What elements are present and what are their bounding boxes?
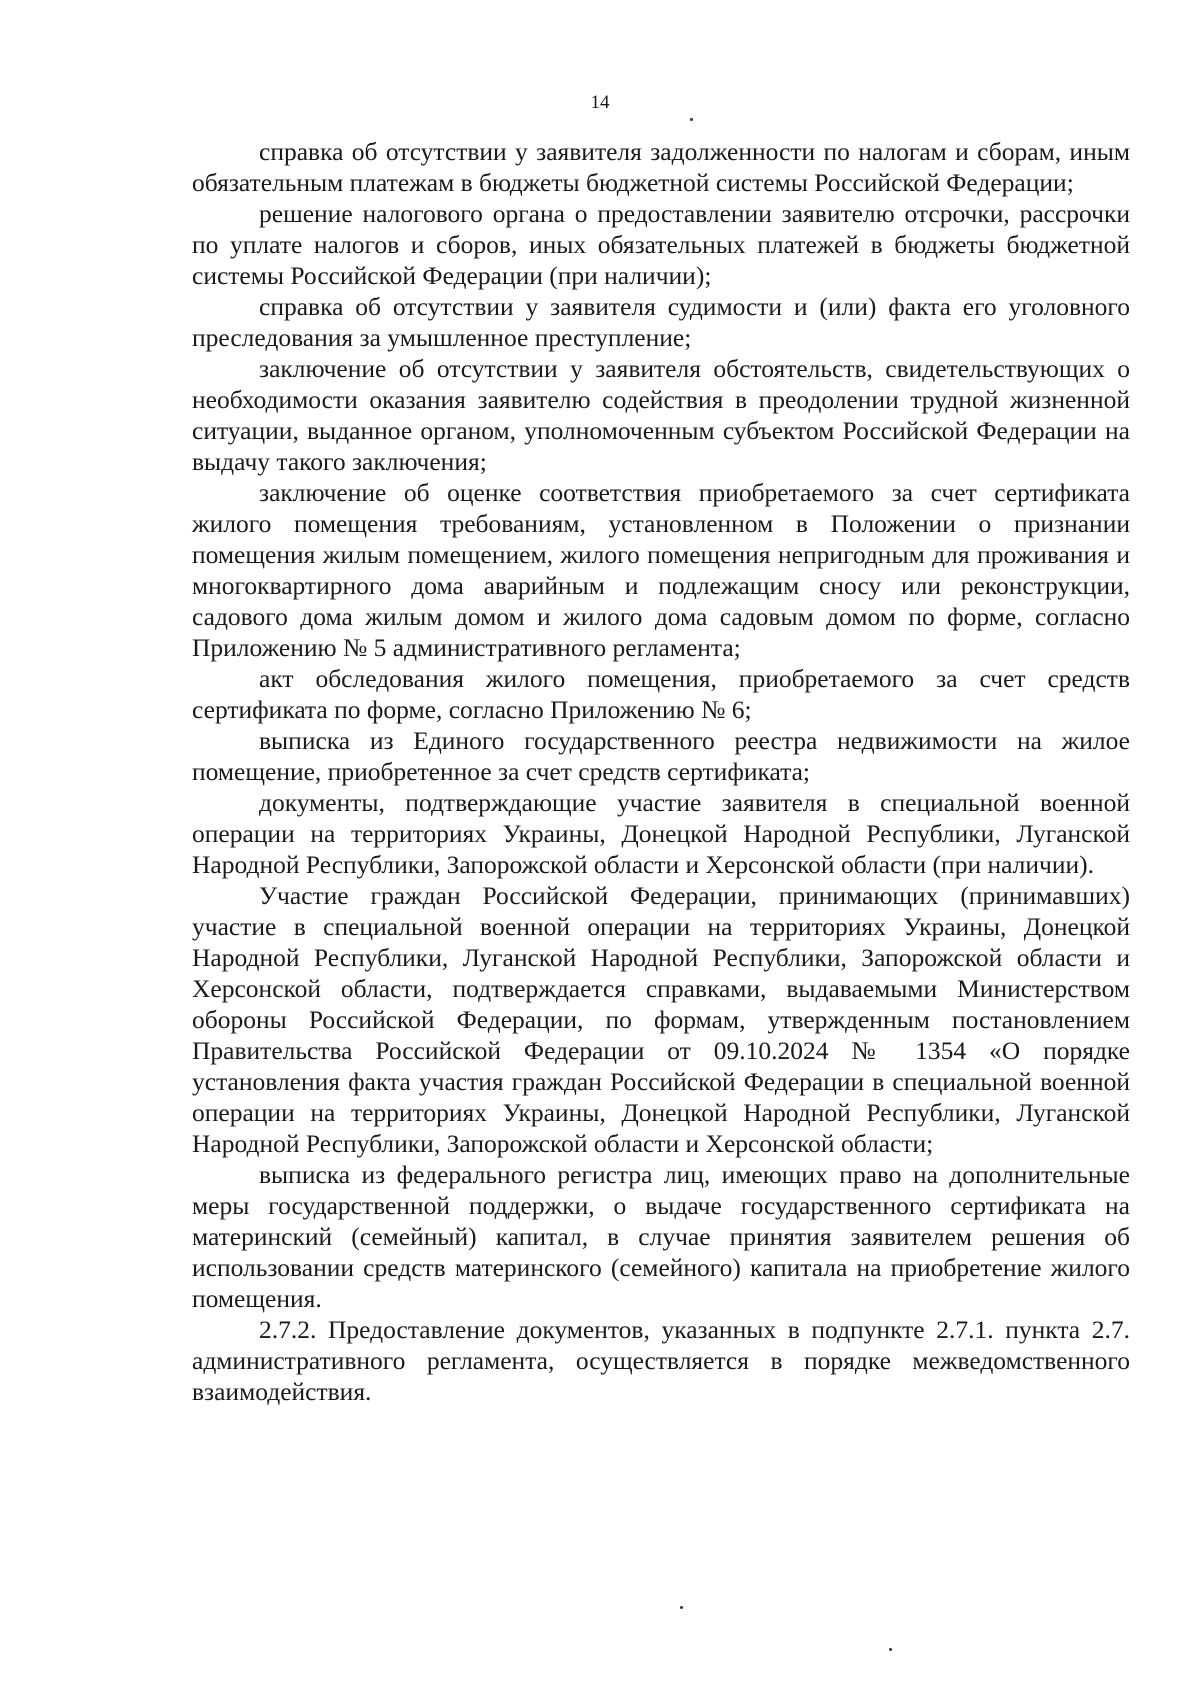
paragraph-criminal-record-certificate: справка об отсутствии у заявителя судимости и (или) факта его уголовного преследования за умышленное преступление; (192, 292, 1130, 352)
paragraph-svo-participation-documents: документы, подтверждающие участие заявителя в специальной военной операции на территориях Украины, Донецкой Народной Республики, Луганской Народной Республики, Запорожской области и Херсонской области (при наличии). (192, 788, 1130, 879)
paragraph-tax-deferral-decision: решение налогового органа о предоставлении заявителю отсрочки, рассрочки по уплате налогов и сборов, иных обязательных платежей в бюджеты бюджетной системы Российской Федерации (при наличии); (192, 199, 1130, 290)
document-body (192, 136, 1130, 1407)
scan-speck (680, 1606, 683, 1609)
scan-speck (690, 118, 693, 121)
paragraph-housing-assessment: заключение об оценке соответствия приобретаемого за счет сертификата жилого помещения требованиям, установленном в Положении о признании помещения жилым помещением, жилого помещения непригодным для проживания и многоквартирного дома аварийным и подлежащим сносу или реконструкции, садового дома жилым домом и жилого дома садовым домом по форме, согласно Приложению № 5 административного регламента; (192, 478, 1130, 662)
paragraph-hardship-conclusion: заключение об отсутствии у заявителя обстоятельств, свидетельствующих о необходимости оказания заявителю содействия в преодолении трудной жизненной ситуации, выданное органом, уполномоченным субъектом Российской Федерации на выдачу такого заключения; (192, 354, 1130, 476)
paragraph-registry-extract: выписка из Единого государственного реестра недвижимости на жилое помещение, приобретенное за счет средств сертификата; (192, 726, 1130, 786)
paragraph-maternity-capital-extract: выписка из федерального регистра лиц, имеющих право на дополнительные меры государственной поддержки, о выдаче государственного сертификата на материнский (семейный) капитал, в случае принятия заявителем решения об использовании средств материнского (семейного) капитала на приобретение жилого помещения. (192, 1160, 1130, 1313)
scan-speck (889, 1648, 892, 1651)
page-number: 14 (590, 92, 610, 113)
paragraph-inspection-act: акт обследования жилого помещения, приобретаемого за счет средств сертификата по форме, согласно Приложению № 6; (192, 664, 1130, 724)
paragraph-tax-debt-certificate: справка об отсутствии у заявителя задолженности по налогам и сборам, иным обязательным платежам в бюджеты бюджетной системы Российской Федерации; (192, 137, 1130, 197)
paragraph-svo-participation-confirmation: Участие граждан Российской Федерации, принимающих (принимавших) участие в специальной военной операции на территориях Украины, Донецкой Народной Республики, Луганской Народной Республики, Запорожской области и Херсонской области, подтверждается справками, выдаваемыми Министерством обороны Российской Федерации, по формам, утвержденным постановлением Правительства Российской Федерации от 09.10.2024 № 1354 «О порядке установления факта участия граждан Российской Федерации в специальной военной операции на территориях Украины, Донецкой Народной Республики, Луганской Народной Республики, Запорожской области и Херсонской области; (192, 881, 1130, 1158)
paragraph-2-7-2-interagency: 2.7.2. Предоставление документов, указанных в подпункте 2.7.1. пункта 2.7. административного регламента, осуществляется в порядке межведомственного взаимодействия. (192, 1315, 1130, 1406)
